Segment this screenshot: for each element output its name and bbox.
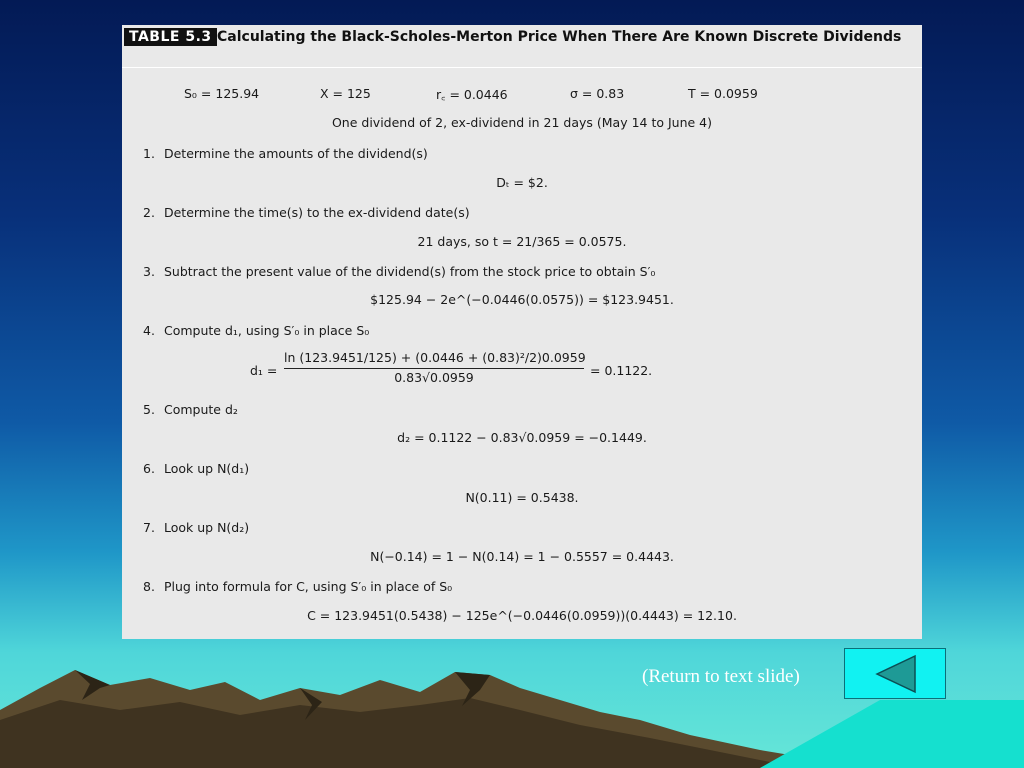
- step-text: Compute d₁, using S′₀ in place S₀: [163, 323, 370, 338]
- table-document: [122, 25, 922, 639]
- table-label: TABLE 5.3: [124, 28, 217, 46]
- step-8-formula: C = 123.9451(0.5438) − 125e^(−0.0446(0.0959))(0.4443) = 12.10.: [307, 608, 737, 623]
- step-number: 4.: [143, 323, 155, 338]
- table-title: Calculating the Black-Scholes-Merton Price When There Are Known Discrete Dividends: [217, 29, 902, 45]
- step-7-formula: N(−0.14) = 1 − N(0.14) = 1 − 0.5557 = 0.4443.: [370, 549, 674, 564]
- step-text: Compute d₂: [163, 402, 238, 417]
- step-text: Look up N(d₁): [163, 461, 250, 476]
- fraction-bar: [284, 368, 584, 369]
- step-8: [143, 579, 452, 594]
- step-number: 1.: [143, 146, 155, 161]
- step-number: 5.: [143, 402, 155, 417]
- step-7: [143, 520, 249, 535]
- step-number: 6.: [143, 461, 155, 476]
- step-2: [143, 205, 470, 220]
- step-3-formula: $125.94 − 2e^(−0.0446(0.0575)) = $123.9451.: [370, 292, 674, 307]
- step-5-formula: d₂ = 0.1122 − 0.83√0.0959 = −0.1449.: [397, 430, 647, 445]
- param-s0: S₀ = 125.94: [184, 86, 260, 101]
- step-6-formula: N(0.11) = 0.5438.: [465, 490, 579, 505]
- formula-lhs: d₁ =: [250, 363, 278, 378]
- step-text: Look up N(d₂): [163, 520, 250, 535]
- formula-denominator: 0.83√0.0959: [394, 370, 474, 385]
- step-text: Subtract the present value of the dividend(s) from the stock price to obtain S′₀: [163, 264, 656, 279]
- step-text: Determine the amounts of the dividend(s): [163, 146, 428, 161]
- step-3: [143, 264, 655, 279]
- step-text: Determine the time(s) to the ex-dividend date(s): [163, 205, 470, 220]
- step-number: 7.: [143, 520, 155, 535]
- step-1-formula: Dₜ = $2.: [496, 175, 548, 190]
- dividend-note: One dividend of 2, ex-dividend in 21 days (May 14 to June 4): [331, 115, 713, 130]
- step-number: 8.: [143, 579, 155, 594]
- left-triangle-icon: [845, 649, 945, 698]
- param-x: X = 125: [320, 86, 371, 101]
- back-button[interactable]: [844, 648, 946, 699]
- return-to-text-slide-link[interactable]: (Return to text slide): [642, 666, 800, 687]
- step-number: 2.: [143, 205, 155, 220]
- step-text: Plug into formula for C, using S′₀ in place of S₀: [163, 579, 453, 594]
- step-5: [143, 402, 238, 417]
- formula-numerator: ln (123.9451/125) + (0.0446 + (0.83)²/2)0.0959: [284, 350, 586, 365]
- param-t: T = 0.0959: [688, 86, 758, 101]
- param-rc: r꜀ = 0.0446: [436, 87, 508, 102]
- table-header: [122, 25, 922, 68]
- step-4-formula: [250, 350, 670, 390]
- step-6: [143, 461, 249, 476]
- step-1: [143, 146, 428, 161]
- step-2-formula: 21 days, so t = 21/365 = 0.0575.: [417, 234, 627, 249]
- step-number: 3.: [143, 264, 155, 279]
- param-sigma: σ = 0.83: [570, 86, 625, 101]
- step-4: [143, 323, 369, 338]
- formula-rhs: = 0.1122.: [590, 363, 653, 378]
